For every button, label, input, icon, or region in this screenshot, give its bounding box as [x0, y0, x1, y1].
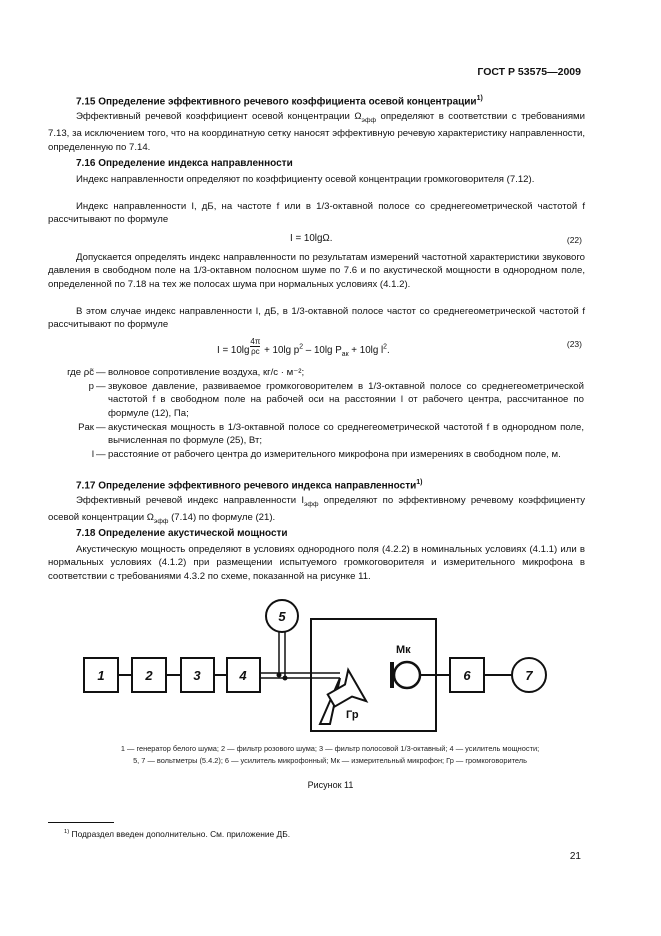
formula-23-number: (23)	[566, 339, 582, 349]
figure-11-diagram	[0, 596, 661, 736]
voltmeter-5-label: 5	[278, 609, 286, 624]
definition-rho-c: где ρc̃ — волновое сопротивление воздуха, кг/с · м⁻²;	[67, 367, 305, 378]
section-7-16-paragraph-2: Индекс направленности I, дБ, на частоте f или в 1/3-октавной полосе со среднегеометрической частотой f рассчитывают по формуле	[48, 201, 585, 226]
figure-11-legend-line-2: 5, 7 — вольтметры (5.4.2); 6 — усилитель микрофонный; Мк — измерительный микрофон; Гр — громкоговоритель	[133, 756, 527, 765]
document-code: ГОСТ Р 53575—2009	[477, 66, 581, 78]
section-7-16-paragraph-1: Индекс направленности определяют по коэффициенту осевой концентрации громкоговорителя (7.12).	[76, 174, 535, 185]
section-7-16-title: 7.16 Определение индекса направленности	[76, 158, 293, 169]
block-2-label: 2	[145, 668, 153, 683]
microphone-icon	[392, 662, 420, 688]
block-1-label: 1	[97, 668, 105, 683]
section-7-15-title: 7.15 Определение эффективного речевого коэффициента осевой концентрации$^{1)}$	[76, 95, 483, 108]
section-7-16-paragraph-3: Допускается определять индекс направленности по результатам измерений частотной характеристики звукового давления в свободном поле на 1/3-октавном полосном шуме по 7.6 и по акустической мощности в однородном поле, определенной по 7.18 на тех же полосах шума при нормальных условиях (4.1.2).	[48, 252, 585, 290]
block-6-label: 6	[463, 668, 471, 683]
formula-22-number: (22)	[566, 235, 582, 245]
section-7-16-paragraph-4: В этом случае индекс направленности I, дБ, в 1/3-октавной полосе частот со среднегеометрической частотой f рассчитывают по формуле	[48, 306, 585, 331]
microphone-label: Мк	[396, 644, 411, 656]
definition-l: l — расстояние от рабочего центра до измерительного микрофона при измерениях в свободном поле, м.	[91, 449, 561, 460]
formula-23: I = 10lg $\frac{4\pi}{\rho c}$ + 10lg $p^2 - 10\lg$ $P_{ак} + 10\lg$ $l^2$.	[217, 337, 390, 359]
footnote-divider	[48, 822, 114, 823]
section-7-18-title: 7.18 Определение акустической мощности	[76, 528, 288, 539]
figure-11-caption: Рисунок 11	[307, 780, 354, 790]
section-7-17-paragraph: Эффективный речевой индекс направленности $I_{эфф}$ определяют по эффективному речевому коэффициенту осевой концентрации $\Omega_{эфф}$ (7.14) по формуле (21).	[48, 495, 585, 526]
section-7-17-title: 7.17 Определение эффективного речевого индекса направленности$^{1)}$	[76, 479, 423, 492]
definition-p-ak: Pак — акустическая мощность в 1/3-октавной полосе со среднегеометрической частотой f в однородном поле, вычисленная по формуле (25), Вт;	[78, 422, 584, 447]
figure-11-legend-line-1: 1 — генератор белого шума; 2 — фильтр розового шума; 3 — фильтр полосовой 1/3-октавный; 4 — усилитель мощности;	[120, 744, 540, 753]
section-7-15-paragraph: Эффективный речевой коэффициент осевой концентрации $\Omega_{эфф}$ определяют в соответствии с требованиями 7.13, за исключением того, что на координатную сетку наносят эффективную речевую характеристику направленности, определенную по 7.14.	[48, 111, 585, 153]
section-7-18-paragraph: Акустическую мощность определяют в условиях однородного поля (4.2.2) в номинальных условиях (4.1.1) или в нормальных условиях (4.1.2) при размещении испытуемого громкоговорителя и измерительного микрофона в соответствии с требованиями 4.3.2 по схеме, показанной на рисунке 11.	[48, 544, 585, 582]
formula-22: I = 10lgΩ.	[290, 233, 333, 244]
page-number: 21	[569, 851, 581, 862]
definition-p: p — звуковое давление, развиваемое громкоговорителем в 1/3-октавной полосе со среднегеометрической частотой f в свободном поле на рабочей оси на расстоянии l от рабочего центра, рассчитанное по формуле (12), Па;	[88, 381, 584, 419]
block-4-label: 4	[239, 668, 247, 683]
loudspeaker-label: Гр	[346, 709, 359, 721]
block-3-label: 3	[193, 668, 201, 683]
voltmeter-7-label: 7	[525, 668, 533, 683]
footnote: $^{1)}$ Подраздел введен дополнительно. См. приложение ДБ.	[64, 829, 291, 839]
